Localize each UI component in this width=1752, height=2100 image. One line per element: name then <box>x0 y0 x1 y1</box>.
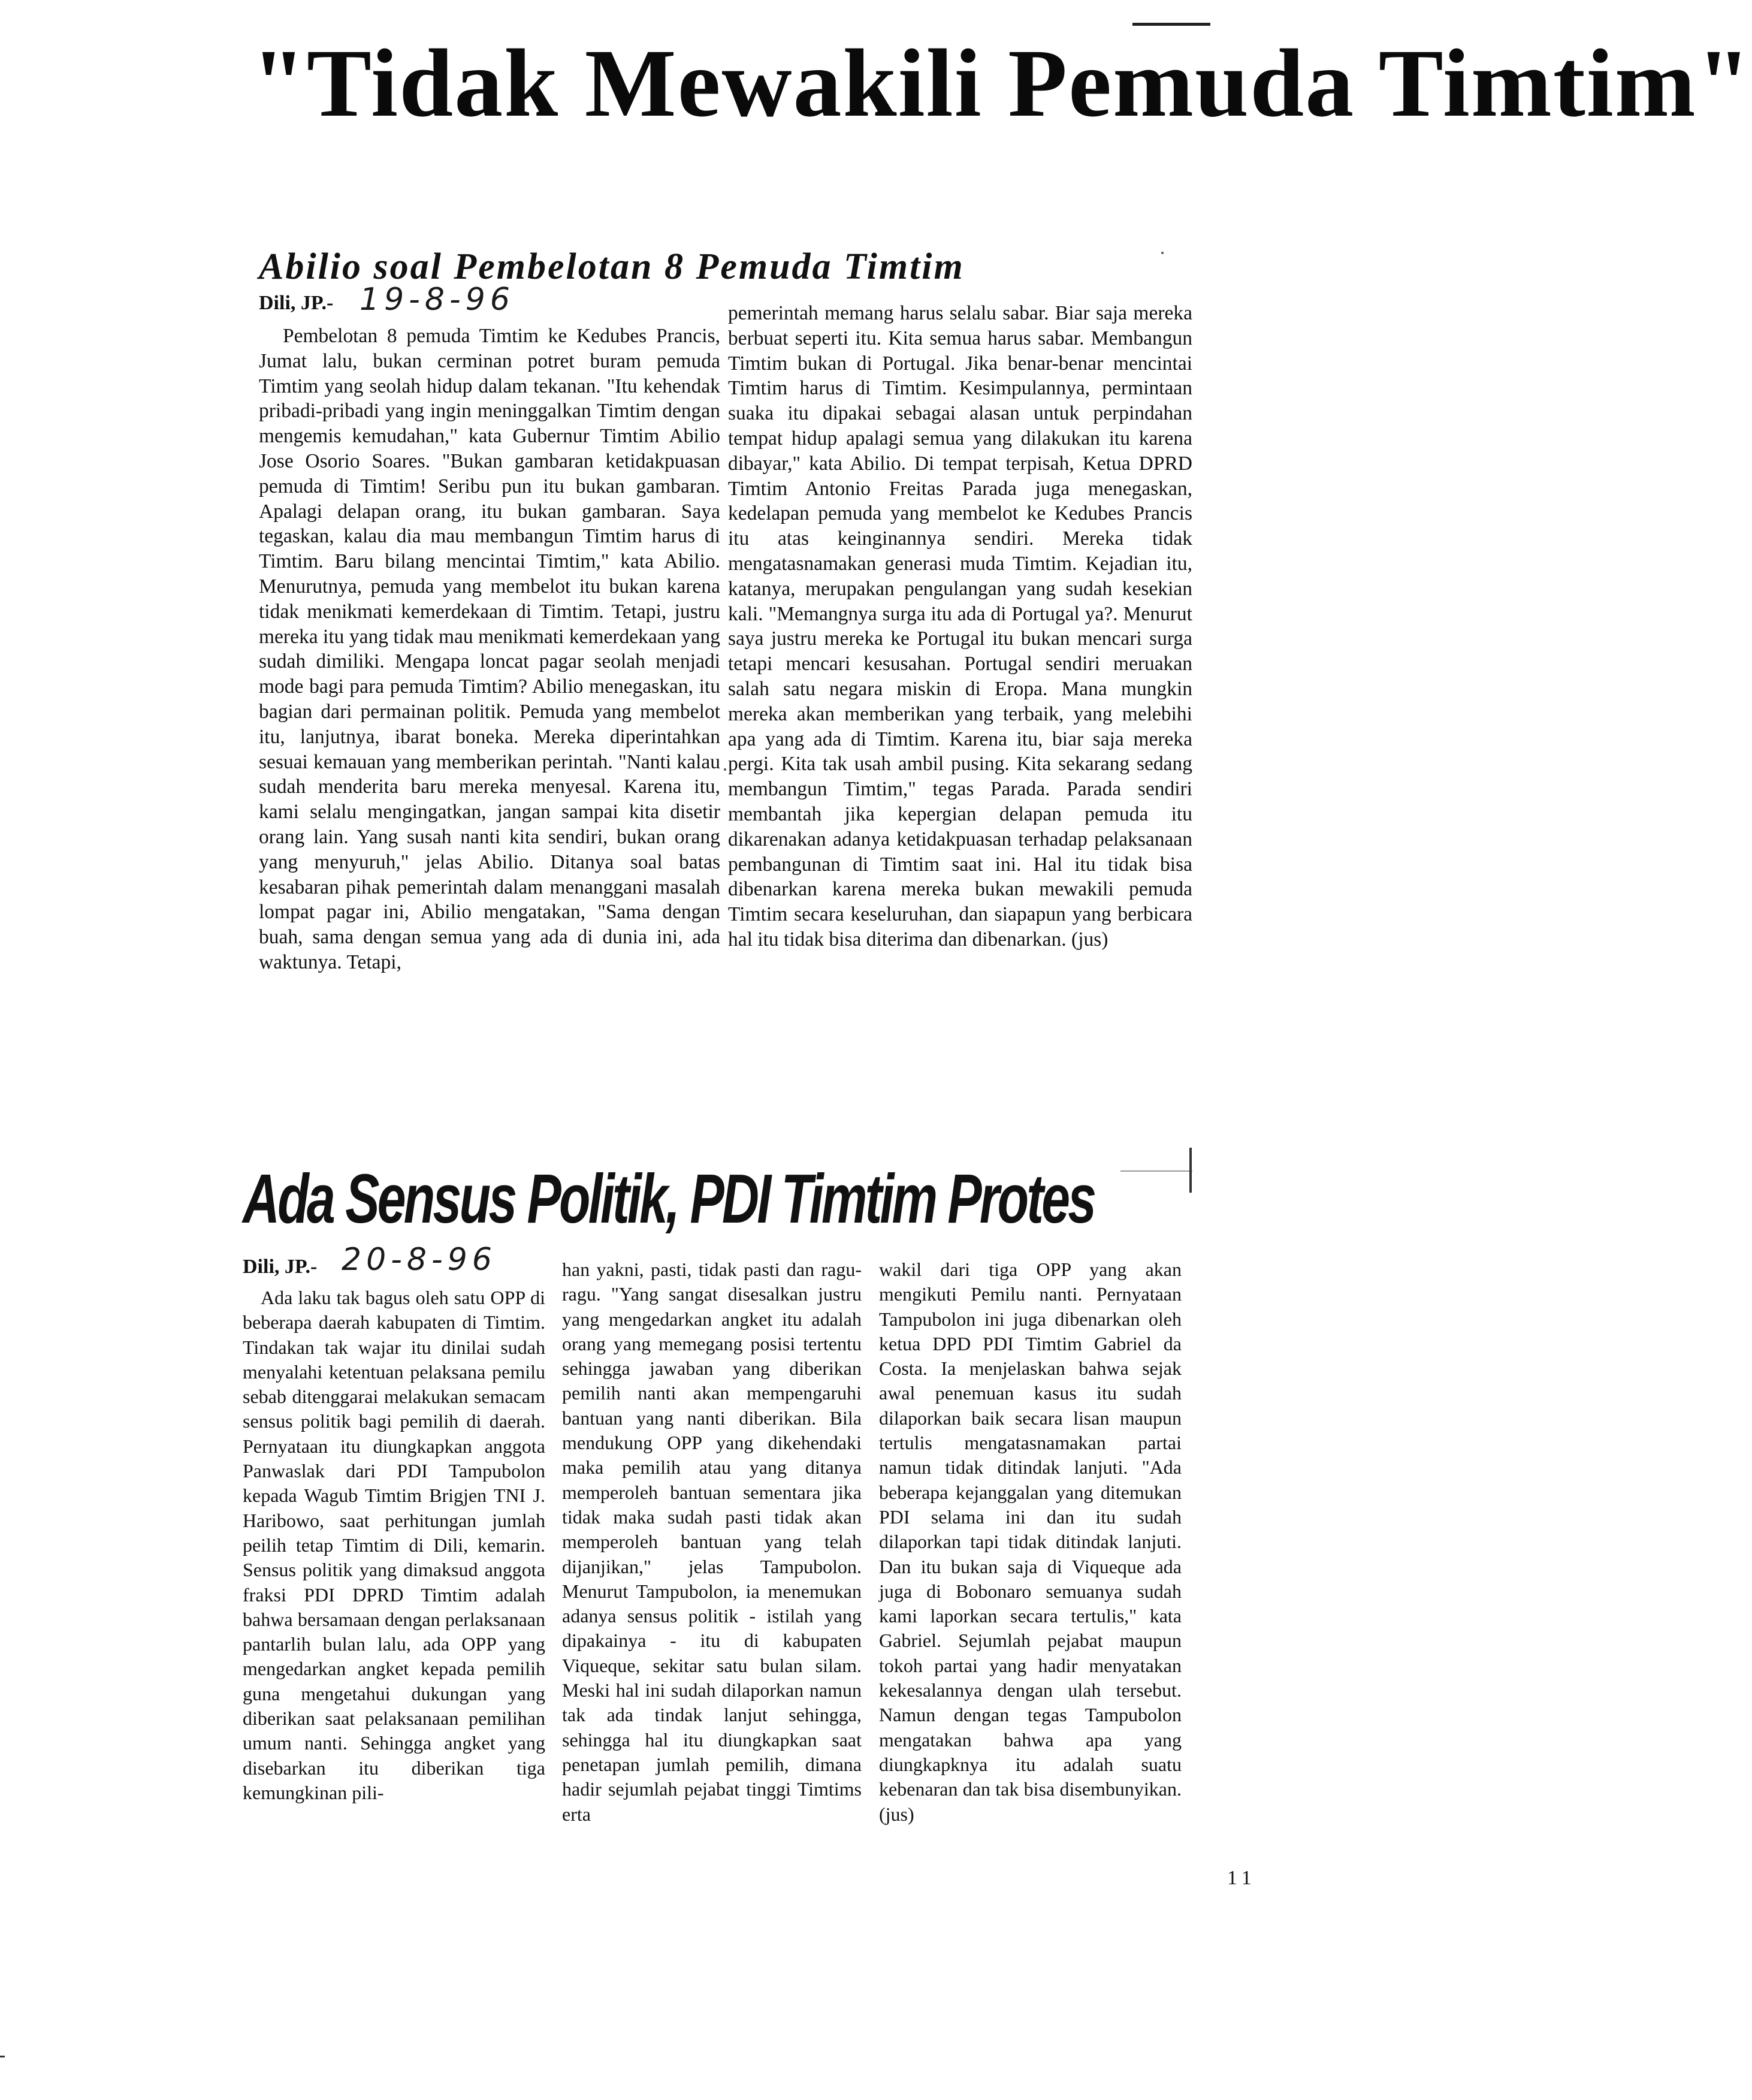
article-1-column-2: pemerintah memang harus selalu sabar. Biar saja mereka berbuat seperti itu. Kita semua harus sabar. Membangun Timtim bukan di Portugal. Jika benar-benar mencintai Timtim harus di Timtim. Kesimpulannya, permintaan suaka itu dipakai sebagai alasan untuk perpindahan tempat hidup apalagi semua yang dilakukan itu karena dibayar," kata Abilio. Di tempat terpisah, Ketua DPRD Timtim Antonio Freitas Parada juga menegaskan, kedelapan pemuda yang membelot ke Kedubes Prancis itu atas keinginannya sendiri. Mereka tidak mengatasnamakan generasi muda Timtim. Kejadian itu, katanya, merupakan pengulangan yang sudah kesekian kali. "Memangnya surga itu ada di Portugal ya?. Menurut saya justru mereka ke Portugal itu bukan mencari surga tetapi mencari kesusahan. Portugal sendiri meruakan salah satu negara miskin di Eropa. Mana mungkin mereka akan memberikan yang terbaik, yang melebihi apa yang ada di Timtim. Karena itu, biar saja mereka pergi. Kita tak usah ambil pusing. Kita sekarang sedang membangun Timtim," tegas Parada. Parada sendiri membantah jika kepergian delapan pemuda itu dikarenakan adanya ketidakpuasan terhadap pelaksanaan pembangunan di Timtim saat ini. Hal itu tidak bisa dibenarkan karena mereka bukan mewakili pemuda Timtim secara keseluruhan, dan siapapun yang berbicara hal itu tidak bisa diterima dan dibenarkan. (jus) <box>728 302 1192 951</box>
dateline-2: Dili, JP.- <box>243 1256 318 1278</box>
speck <box>1161 252 1164 254</box>
subhead-1: Abilio soal Pembelotan 8 Pemuda Timtim <box>259 246 965 287</box>
article-2-column-3: wakil dari tiga OPP yang akan mengikuti Pemilu nanti. Pernyataan Tampubolon ini juga dibenarkan oleh ketua DPD PDI Timtim Gabriel da Costa. Ia menjelaskan bahwa sejak awal penemuan kasus itu sudah dilaporkan baik secara lisan maupun tertulis mengatasnamakan partai namun tidak ditindak lanjuti. "Ada beberapa kejanggalan yang ditemukan PDI selama ini dan itu sudah dilaporkan tapi tidak ditindak lanjuti. Dan itu bukan saja di Viqueque ada juga di Bobonaro semuanya sudah kami laporkan secara tertulis," kata Gabriel. Sejumlah pejabat maupun tokoh partai yang hadir menyatakan kekesalannya dengan ulah tersebut. Namun dengan tegas Tampubolon mengatakan bahwa apa yang diungkapknya itu adalah suatu kebenaran dan tak bisa disembunyikan. (jus) <box>879 1259 1182 1825</box>
handwritten-date-2: 20-8-96 <box>342 1242 497 1278</box>
page-number: 11 <box>1227 1867 1256 1889</box>
article-2-column-2: han yakni, pasti, tidak pasti dan ragu-ragu. "Yang sangat disesalkan justru yang mengedarkan angket itu adalah orang yang memegang posisi tertentu sehingga jawaban yang diberikan pemilih nanti akan mempengaruhi bantuan yang nanti diberikan. Bila mendukung OPP yang dikehendaki maka pemilih atau yang ditanya memperoleh bantuan sementara jika tidak maka sudah pasti tidak akan memperoleh bantuan yang telah dijanjikan," jelas Tampubolon. Menurut Tampubolon, ia menemukan adanya sensus politik - istilah yang dipakainya - itu di kabupaten Viqueque, sekitar satu bulan silam. Meski hal ini sudah dilaporkan namun tak ada tindak lanjut sehingga, sehingga hal itu diungkapkan saat penetapan jumlah pemilih, dimana hadir sejumlah pejabat tinggi Timtims erta <box>562 1259 862 1825</box>
speck <box>724 768 726 771</box>
headline-2-rule <box>1189 1148 1192 1193</box>
rule-right-top <box>1120 1170 1192 1172</box>
headline-2: Ada Sensus Politik, PDI Timtim Protes <box>243 1160 1095 1238</box>
dateline-1: Dili, JP.- <box>259 292 334 314</box>
article-2-column-1: Ada laku tak bagus oleh satu OPP di beberapa daerah kabupaten di Timtim. Tindakan tak wajar itu dinilai sudah menyalahi ketentuan pelaksana pemilu sebab ditenggarai melakukan semacam sensus politik bagi pemilih di daerah. Pernyataan itu diungkapkan anggota Panwaslak dari PDI Tampubolon kepada Wagub Timtim Brigjen TNI J. Haribowo, saat perhitungan jumlah peilih tetap Timtim di Dili, kemarin. Sensus politik yang dimaksud anggota fraksi PDI DPRD Timtim adalah bahwa bersamaan dengan perlaksanaan pantarlih bulan lalu, ada OPP yang mengedarkan angket kepada pemilih guna mengetahui dukungan yang diberikan saat pelaksanaan pemilihan umum nanti. Sehingga angket yang disebarkan itu diberikan tiga kemungkinan pili- <box>243 1287 545 1803</box>
article-1-column-1: Pembelotan 8 pemuda Timtim ke Kedubes Prancis, Jumat lalu, bukan cerminan potret buram pemuda Timtim yang seolah hidup dalam tekanan. "Itu kehendak pribadi-pribadi yang ingin meninggalkan Timtim dengan mengemis kemudahan," kata Gubernur Timtim Abilio Jose Osorio Soares. "Bukan gambaran ketidakpuasan pemuda di Timtim! Seribu pun itu bukan gambaran. Apalagi delapan orang, itu bukan gambaran. Saya tegaskan, kalau dia mau membangun Timtim harus di Timtim. Baru bilang mencintai Timtim," kata Abilio. Menurutnya, pemuda yang membelot itu bukan karena tidak menikmati kemerdekaan di Timtim. Tetapi, justru mereka itu yang tidak mau menikmati kemerdekaan yang sudah dimiliki. Mengapa loncat pagar seolah menjadi mode bagi para pemuda Timtim? Abilio menegaskan, itu bagian dari permainan politik. Pemuda yang membelot itu, lanjutnya, ibarat boneka. Mereka diperintahkan sesuai kemauan yang memberikan perintah. "Nanti kalau sudah menderita baru mereka menyesal. Karena itu, kami selalu mengingatkan, jangan sampai kita disetir orang lain. Yang susah nanti kita sendiri, bukan orang yang menyuruh," jelas Abilio. Ditanya soal batas kesabaran pihak pemerintah dalam menanggani masalah lompat pagar ini, Abilio mengatakan, "Sama dengan buah, sama dengan semua yang ada di dunia ini, ada waktunya. Tetapi, <box>259 325 720 973</box>
margin-tick <box>0 2056 5 2057</box>
top-rule <box>1132 23 1210 26</box>
handwritten-date-1: 19-8-96 <box>360 282 515 318</box>
headline-1: "Tidak Mewakili Pemuda Timtim" <box>252 30 1752 137</box>
